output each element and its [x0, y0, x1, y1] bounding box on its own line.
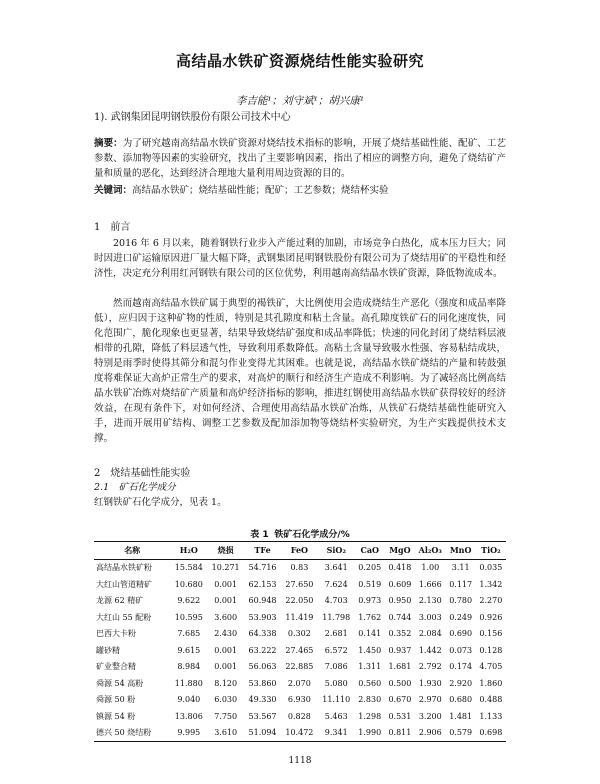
- value-cell: 7.086: [324, 662, 348, 672]
- table-row: [94, 725, 506, 742]
- abstract: [94, 136, 506, 181]
- ore-name-cell: 舜源 54 高粉: [96, 678, 144, 688]
- value-cell: 0.926: [479, 612, 503, 622]
- value-cell: 7.750: [214, 711, 238, 721]
- table-caption-label: 表 1: [250, 530, 269, 540]
- section-heading-1: 1 前言: [94, 222, 131, 233]
- value-cell: 53.860: [248, 678, 277, 688]
- column-header: TFe: [254, 545, 271, 556]
- value-cell: 0.609: [388, 579, 412, 589]
- value-cell: 5.463: [324, 711, 348, 721]
- value-cell: 0.001: [214, 579, 238, 589]
- value-cell: 62.153: [248, 579, 277, 589]
- value-cell: 1.481: [449, 711, 473, 721]
- ore-name-cell: 矿业整合精: [96, 662, 136, 672]
- value-cell: 4.703: [324, 596, 348, 606]
- value-cell: 53.903: [248, 612, 277, 622]
- value-cell: 27.465: [285, 645, 314, 655]
- value-cell: 0.488: [479, 695, 503, 705]
- table-row: [94, 609, 506, 626]
- value-cell: 9.341: [324, 728, 348, 738]
- table-row: [94, 659, 506, 676]
- paragraph-text: 2016 年 6 月以来，随着钢铁行业步入产能过剩的加剧，市场竞争白热化，成本压力巨大；同时因进口矿运输原因进厂量大幅下降，武钢集团昆明钢铁股份有限公司为了烧结用矿的平稳性和经济性，决定充分利用红河钢铁有限公司的区位优势，利用越南高结晶水铁矿资源，降低物流成本。: [94, 238, 506, 279]
- value-cell: 0.249: [449, 612, 473, 622]
- chemical-composition-table: [94, 541, 506, 742]
- ore-name-cell: 罐砂精: [96, 645, 120, 655]
- column-header: 烧损: [217, 544, 234, 555]
- value-cell: 0.001: [214, 645, 238, 655]
- value-cell: 1.442: [418, 645, 442, 655]
- table-caption-text: 铁矿石化学成分/%: [274, 530, 350, 540]
- value-cell: 1.930: [418, 678, 442, 688]
- value-cell: 2.070: [287, 678, 311, 688]
- keywords-label: 关键词：: [94, 185, 133, 196]
- table-row: [94, 559, 506, 576]
- value-cell: 2.430: [214, 629, 238, 639]
- value-cell: 13.806: [174, 711, 203, 721]
- value-cell: 8.120: [214, 678, 238, 688]
- table-row: [94, 642, 506, 659]
- value-cell: 64.338: [248, 629, 277, 639]
- value-cell: 60.948: [248, 596, 277, 606]
- value-cell: 53.567: [248, 711, 277, 721]
- value-cell: 3.600: [214, 612, 238, 622]
- value-cell: 0.780: [449, 596, 473, 606]
- value-cell: 4.705: [479, 662, 503, 672]
- value-cell: 0.680: [449, 695, 473, 705]
- value-cell: 0.811: [388, 728, 412, 738]
- value-cell: 6.930: [287, 695, 311, 705]
- value-cell: 0.744: [388, 612, 412, 622]
- value-cell: 2.270: [479, 596, 503, 606]
- value-cell: 22.050: [285, 596, 314, 606]
- value-cell: 0.001: [214, 662, 238, 672]
- subsection-heading-2-1: 2.1 矿石化学成分: [94, 482, 176, 493]
- value-cell: 49.330: [248, 695, 277, 705]
- ore-name-cell: 高结晶水铁矿粉: [96, 563, 152, 573]
- value-cell: 3.003: [418, 612, 442, 622]
- column-header: SiO₂: [326, 545, 346, 556]
- value-cell: 56.063: [248, 662, 277, 672]
- value-cell: 11.798: [322, 612, 351, 622]
- abstract-label: 摘要：: [94, 138, 123, 149]
- value-cell: 1.342: [479, 579, 503, 589]
- value-cell: 0.670: [388, 695, 412, 705]
- value-cell: 2.830: [358, 695, 382, 705]
- table-row: [94, 576, 506, 593]
- value-cell: 8.984: [177, 662, 201, 672]
- table-caption: [0, 527, 600, 540]
- ore-name-cell: 大红山管道精矿: [96, 579, 152, 589]
- value-cell: 2.970: [418, 695, 442, 705]
- value-cell: 0.531: [388, 711, 412, 721]
- column-header: 名称: [124, 544, 141, 555]
- value-cell: 7.624: [324, 579, 348, 589]
- value-cell: 0.128: [479, 645, 503, 655]
- value-cell: 1.860: [479, 678, 503, 688]
- ore-name-cell: 大红山 55 配粉: [96, 612, 152, 622]
- column-header: Al₂O₃: [418, 545, 442, 556]
- value-cell: 0.579: [449, 728, 473, 738]
- value-cell: 0.205: [358, 563, 382, 573]
- value-cell: 1.681: [388, 662, 412, 672]
- affiliation: 1). 武钢集团昆明钢铁股份有限公司技术中心: [94, 112, 291, 123]
- column-header: CaO: [360, 545, 380, 556]
- value-cell: 3.641: [324, 563, 348, 573]
- value-cell: 9.040: [177, 695, 201, 705]
- value-cell: 2.681: [324, 629, 348, 639]
- value-cell: 2.792: [418, 662, 442, 672]
- value-cell: 0.174: [449, 662, 473, 672]
- keywords: [94, 182, 506, 196]
- page-number: 1118: [288, 756, 312, 766]
- ore-name-cell: 舜源 50 粉: [96, 695, 136, 705]
- value-cell: 54.716: [248, 563, 277, 573]
- table-row: [94, 626, 506, 643]
- value-cell: 1.133: [479, 711, 503, 721]
- value-cell: 2.084: [418, 629, 442, 639]
- value-cell: 0.519: [358, 579, 382, 589]
- column-header: TiO₂: [481, 545, 501, 556]
- value-cell: 0.302: [287, 629, 311, 639]
- table-row: [94, 675, 506, 692]
- value-cell: 10.595: [174, 612, 203, 622]
- value-cell: 7.685: [177, 629, 201, 639]
- value-cell: 5.080: [324, 678, 348, 688]
- value-cell: 0.500: [388, 678, 412, 688]
- author-list: 李吉能¹；刘守斌¹；胡兴康¹: [235, 95, 365, 107]
- paper-title: 高结晶水铁矿资源烧结性能实验研究: [175, 52, 424, 70]
- value-cell: 2.920: [449, 678, 473, 688]
- value-cell: 1.990: [358, 728, 382, 738]
- ore-name-cell: 镇源 54 粉: [96, 711, 136, 721]
- table-row: [94, 593, 506, 610]
- ore-name-cell: 德兴 50 烧结粉: [96, 728, 152, 738]
- value-cell: 11.110: [322, 695, 351, 705]
- column-header: H₂O: [179, 545, 198, 556]
- value-cell: 2.130: [418, 596, 442, 606]
- value-cell: 9.615: [177, 645, 201, 655]
- value-cell: 0.690: [449, 629, 473, 639]
- value-cell: 0.141: [358, 629, 382, 639]
- abstract-text: 为了研究越南高结晶水铁矿资源对烧结技术指标的影响，开展了烧结基础性能、配矿、工艺参数、添加物等因素的实验研究，找出了主要影响因素，指出了相应的调整方向，避免了烧结矿产量和质量的恶化，达到经济合理地大量利用周边资源的目的。: [94, 138, 506, 179]
- table-intro-text: 红钢铁矿石化学成分，见表 1。: [94, 497, 227, 508]
- column-header: FeO: [290, 545, 309, 556]
- value-cell: 51.094: [248, 728, 277, 738]
- value-cell: 9.622: [177, 596, 201, 606]
- value-cell: 0.973: [358, 596, 382, 606]
- value-cell: 0.352: [388, 629, 412, 639]
- value-cell: 0.117: [449, 579, 473, 589]
- value-cell: 3.11: [451, 563, 470, 573]
- ore-name-cell: 巴西大卡粉: [96, 629, 136, 639]
- value-cell: 0.83: [290, 563, 309, 573]
- table-header-row: [94, 542, 506, 560]
- value-cell: 22.885: [285, 662, 314, 672]
- column-header: MnO: [449, 545, 472, 556]
- table-row: [94, 708, 506, 725]
- value-cell: 6.572: [324, 645, 348, 655]
- paragraph-text: 然而越南高结晶水铁矿属于典型的褐铁矿，大比例使用会造成烧结生产恶化（强度和成品率降低），应归因于这种矿物的性质，特别是其孔隙度和粘土含量。高孔隙度铁矿石的同化速度快，同化范围广，脆化现象也更显著，结果导致烧结矿强度和成品率降低；快速的同化封闭了烧结料层液相带的孔隙，降低了料层透气性，导致利用系数降低。高粘土含量导致吸水性强、容易粘结成块，特别是雨季时使得其筛分和混匀作业变得尤其困难。也就是说，高结晶水铁矿烧结的产量和转鼓强度将难保证大高炉正常生产的要求，对高炉的顺行和经济生产造成不利影响。为了减轻高比例高结晶水铁矿冶炼对烧结矿产质量和高炉经济指标的影响，推进红钢使用高结晶水铁矿获得较好的经济效益，在现有条件下，对如何经济、合理使用高结晶水铁矿冶炼，从铁矿石烧结基础性能研究入手，进而开展用矿结构、调整工艺参数及配加添加物等烧结杯实验研究，为生产实践提供技术支撑。: [94, 298, 506, 444]
- value-cell: 1.762: [358, 612, 382, 622]
- value-cell: 0.035: [479, 563, 503, 573]
- value-cell: 63.222: [248, 645, 277, 655]
- value-cell: 1.298: [358, 711, 382, 721]
- table-row: [94, 692, 506, 709]
- value-cell: 0.001: [214, 596, 238, 606]
- value-cell: 0.073: [449, 645, 473, 655]
- body-paragraph-1: [94, 236, 506, 281]
- value-cell: 10.472: [285, 728, 314, 738]
- value-cell: 15.584: [174, 563, 203, 573]
- value-cell: 27.650: [285, 579, 314, 589]
- value-cell: 0.937: [388, 645, 412, 655]
- value-cell: 6.030: [214, 695, 238, 705]
- value-cell: 3.610: [214, 728, 238, 738]
- value-cell: 0.156: [479, 629, 503, 639]
- value-cell: 2.906: [418, 728, 442, 738]
- table-body: [94, 559, 506, 742]
- section-heading-2: 2 烧结基础性能实验: [94, 468, 191, 479]
- value-cell: 10.271: [211, 563, 240, 573]
- value-cell: 3.200: [418, 711, 442, 721]
- ore-name-cell: 龙源 62 精矿: [96, 596, 144, 606]
- value-cell: 0.698: [479, 728, 503, 738]
- value-cell: 1.666: [418, 579, 442, 589]
- keywords-text: 高结晶水铁矿；烧结基础性能；配矿；工艺参数；烧结杯实验: [132, 185, 389, 196]
- value-cell: 0.950: [388, 596, 412, 606]
- value-cell: 1.00: [421, 563, 440, 573]
- body-paragraph-2: [94, 296, 506, 446]
- value-cell: 1.450: [358, 645, 382, 655]
- value-cell: 10.680: [174, 579, 203, 589]
- value-cell: 0.560: [358, 678, 382, 688]
- column-header: MgO: [389, 545, 411, 556]
- value-cell: 0.828: [287, 711, 311, 721]
- value-cell: 9.995: [177, 728, 201, 738]
- value-cell: 11.419: [285, 612, 314, 622]
- value-cell: 11.880: [174, 678, 203, 688]
- value-cell: 1.311: [358, 662, 382, 672]
- value-cell: 0.418: [388, 563, 412, 573]
